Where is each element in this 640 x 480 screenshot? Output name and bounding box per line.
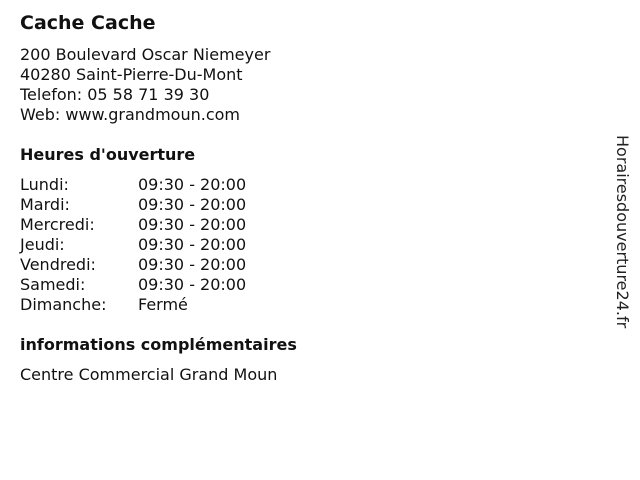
hours-row-sunday [20, 295, 580, 315]
website-link[interactable]: Web: www.grandmoun.com [20, 105, 240, 124]
hours-row-thursday [20, 235, 580, 255]
opening-hours-table [20, 175, 580, 315]
time-value: Fermé [138, 295, 188, 314]
store-name: Cache Cache [20, 12, 156, 34]
day-label: Samedi: [20, 275, 86, 294]
store-card [20, 10, 580, 385]
site-watermark [610, 135, 636, 345]
day-label: Vendredi: [20, 255, 96, 274]
hours-row-friday [20, 255, 580, 275]
phone-number: Telefon: 05 58 71 39 30 [20, 85, 210, 104]
time-value: 09:30 - 20:00 [138, 235, 247, 254]
address-city: 40280 Saint-Pierre-Du-Mont [20, 65, 243, 84]
hours-row-monday [20, 175, 580, 195]
time-value: 09:30 - 20:00 [138, 195, 247, 214]
day-label: Mercredi: [20, 215, 95, 234]
address-street: 200 Boulevard Oscar Niemeyer [20, 45, 271, 64]
store-address-block [20, 45, 580, 125]
time-value: 09:30 - 20:00 [138, 175, 247, 194]
day-label: Lundi: [20, 175, 69, 194]
day-label: Mardi: [20, 195, 70, 214]
hours-row-saturday [20, 275, 580, 295]
day-label: Dimanche: [20, 295, 107, 314]
time-value: 09:30 - 20:00 [138, 215, 247, 234]
hours-row-wednesday [20, 215, 580, 235]
opening-hours-heading: Heures d'ouverture [20, 145, 196, 164]
time-value: 09:30 - 20:00 [138, 255, 247, 274]
time-value: 09:30 - 20:00 [138, 275, 247, 294]
hours-row-tuesday [20, 195, 580, 215]
day-label: Jeudi: [20, 235, 65, 254]
additional-info-heading: informations complémentaires [20, 335, 297, 354]
watermark-text: Horairesdouverture24.fr [613, 135, 632, 329]
additional-info-text: Centre Commercial Grand Moun [20, 365, 278, 384]
